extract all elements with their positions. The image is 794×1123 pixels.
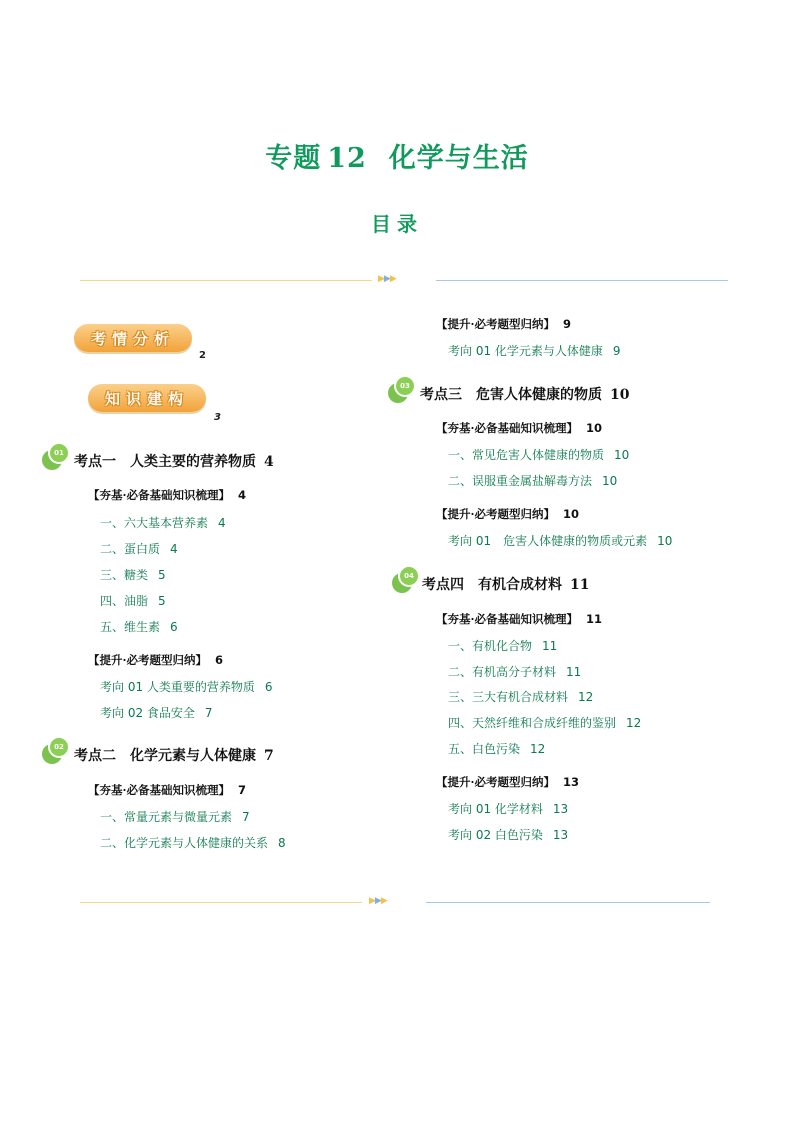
toc-heading: 目录 [371,212,423,236]
toc-item[interactable]: 一、常量元素与微量元素 7 [100,810,250,824]
badge-kaoqing[interactable]: 考情分析 [74,324,192,352]
toc-item[interactable]: 五、白色污染 12 [448,742,546,756]
section-03-icon: 03 [388,375,416,403]
toc-section-title[interactable]: 考点二 化学元素与人体健康 7 [74,748,274,764]
toc-item[interactable]: 一、常见危害人体健康的物质 10 [448,448,630,462]
toc-item[interactable]: 三、三大有机合成材料 12 [448,690,594,704]
section-01-icon: 01 [42,442,70,470]
toc-subsection-title[interactable]: 【提升·必考题型归纳】 13 [436,775,580,789]
toc-item[interactable]: 考向 01 人类重要的营养物质 6 [100,680,273,694]
toc-subsection-title[interactable]: 【夯基·必备基础知识梳理】 7 [88,783,247,797]
toc-subsection-title[interactable]: 【提升·必考题型归纳】 6 [88,653,224,667]
toc-item[interactable]: 考向 02 白色污染 13 [448,828,569,842]
toc-subsection-title[interactable]: 【提升·必考题型归纳】 10 [436,507,580,521]
section-04-icon: 04 [392,565,420,593]
toc-item[interactable]: 三、糖类 5 [100,568,166,582]
toc-item[interactable]: 一、有机化合物 11 [448,639,558,653]
toc-item[interactable]: 一、六大基本营养素 4 [100,516,226,530]
toc-item[interactable]: 考向 01 化学材料 13 [448,802,569,816]
toc-section-title[interactable]: 考点三 危害人体健康的物质 10 [420,387,630,403]
toc-subsection-title[interactable]: 【夯基·必备基础知识梳理】 10 [436,421,603,435]
toc-item[interactable]: 考向 02 食品安全 7 [100,706,213,720]
bottom-divider-left [80,902,362,903]
toc-subsection-title[interactable]: 【提升·必考题型归纳】 9 [436,317,572,331]
bottom-divider-arrows-icon: ▶▶▶ [369,896,387,906]
section-02-icon: 02 [42,736,70,764]
toc-item[interactable]: 二、化学元素与人体健康的关系 8 [100,836,286,850]
toc-item[interactable]: 四、油脂 5 [100,594,166,608]
toc-item[interactable]: 四、天然纤维和合成纤维的鉴别 12 [448,716,642,730]
toc-item[interactable]: 二、有机高分子材料 11 [448,665,582,679]
badge-zhishi-page: 3 [214,412,221,423]
top-divider-right [436,280,728,281]
bottom-divider-right [426,902,710,903]
toc-item[interactable]: 考向 01 化学元素与人体健康 9 [448,344,621,358]
toc-subsection-title[interactable]: 【夯基·必备基础知识梳理】 4 [88,488,247,502]
top-divider-arrows-icon: ▶▶▶ [378,274,396,284]
top-divider-left [80,280,372,281]
toc-subsection-title[interactable]: 【夯基·必备基础知识梳理】 11 [436,612,603,626]
toc-section-title[interactable]: 考点一 人类主要的营养物质 4 [74,454,274,470]
toc-item[interactable]: 考向 01 危害人体健康的物质或元素 10 [448,534,673,548]
page-title: 专题 12 化学与生活 [265,143,529,174]
toc-item[interactable]: 五、维生素 6 [100,620,178,634]
toc-item[interactable]: 二、误服重金属盐解毒方法 10 [448,474,618,488]
toc-item[interactable]: 二、蛋白质 4 [100,542,178,556]
toc-section-title[interactable]: 考点四 有机合成材料 11 [422,577,590,593]
badge-kaoqing-page: 2 [199,350,206,361]
badge-zhishi[interactable]: 知识建构 [88,384,206,412]
